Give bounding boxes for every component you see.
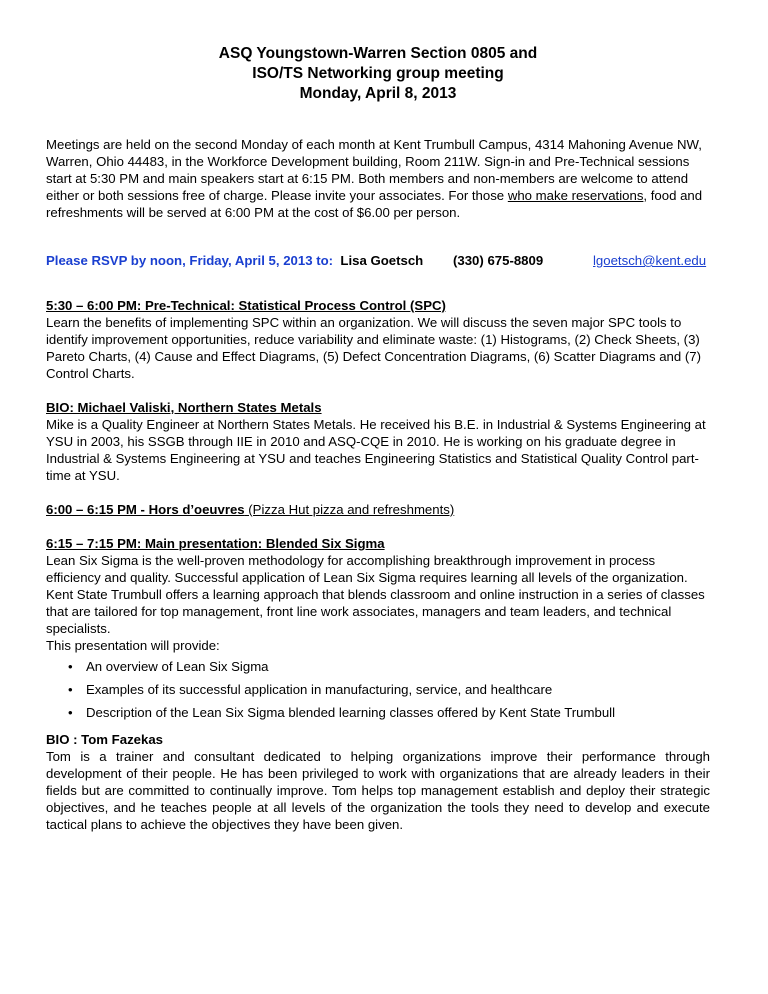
rsvp-phone: (330) 675-8809 xyxy=(453,253,544,268)
title-line-1: ASQ Youngstown-Warren Section 0805 and xyxy=(218,45,538,62)
pre-technical-section xyxy=(46,297,710,382)
main-heading: 6:15 – 7:15 PM: Main presentation: Blended Six Sigma xyxy=(46,536,385,551)
main-body: Lean Six Sigma is the well-proven methodology for accomplishing breakthrough improvement in process efficiency and quality. Successful application of Lean Six Sigma requires learning all levels of the organization. Kent State Trumbull offers a learning approach that blends classroom and online instruction in a series of classes that are tailored for top management, front line work associates, managers and team leaders, and technical specialists. xyxy=(46,553,705,636)
bullet-icon: • xyxy=(68,705,73,720)
hors-section xyxy=(46,501,710,518)
hors-line xyxy=(46,502,454,517)
main-provide: This presentation will provide: xyxy=(46,638,220,653)
pre-technical-body: Learn the benefits of implementing SPC within an organization. We will discuss the seven major SPC tools to identify improvement opportunities, reduce variability and eliminate waste: (1) Histograms, (2) Check Sheets, (3) Pareto Charts, (4) Cause and Effect Diagrams, (5) Defect Concentration Diagrams, (6) Scatter Diagrams and (7) Control Charts. xyxy=(46,315,701,381)
intro-text-before: Meetings are held on the second Monday of each month at Kent Trumbull Campus, 4314 Mahoning Avenue NW, Warren, Ohio 44483, in the Workforce Development building, Room 211W. Sign-in and Pre-Technical sessions start at 5:30 PM and main speakers start at 6:15 PM. Both members and non-members are welcome to attend either or both sessions free of charge. Please invite your associates. For those xyxy=(46,137,702,203)
main-bullet-list xyxy=(46,658,710,721)
bio1-section xyxy=(46,399,710,484)
bio2-section xyxy=(46,731,710,833)
rsvp-email-link[interactable]: lgoetsch@kent.edu xyxy=(593,253,707,268)
bullet-icon: • xyxy=(68,682,73,697)
rsvp-label: Please RSVP by noon, Friday, April 5, 2013 to xyxy=(46,253,329,268)
list-item: • Examples of its successful application in manufacturing, service, and healthcare xyxy=(68,682,553,697)
bullet-icon: • xyxy=(68,659,73,674)
intro-text-after: , food and refreshments will be served at 6:00 PM at the cost of $6.00 per person. xyxy=(46,188,703,220)
title-line-2: ISO/TS Networking group meeting xyxy=(252,65,504,82)
rsvp-contact-name: Lisa Goetsch xyxy=(340,253,424,268)
bio2-body: Tom is a trainer and consultant dedicated to helping organizations improve their performance through development of their people. He has been privileged to work with organizations that are already leaders in their fields but are committed to continually improve. Tom helps top management establish and deploy their strategic objectives, and he teaches people at all levels of the organization the tools they need to develop and execute tactical plans to achieve the objectives they have been given. xyxy=(46,749,710,832)
intro-underlined-text: who make reservations xyxy=(507,188,644,203)
page-title xyxy=(46,44,710,104)
bio2-heading: BIO : Tom Fazekas xyxy=(46,732,164,747)
list-item: • An overview of Lean Six Sigma xyxy=(68,659,269,674)
hors-heading: 6:00 – 6:15 PM - Hors d’oeuvres xyxy=(46,502,245,517)
bio1-heading: BIO: Michael Valiski, Northern States Metals xyxy=(46,400,322,415)
rsvp-line xyxy=(46,252,710,270)
intro-paragraph xyxy=(46,136,710,221)
list-item: • Description of the Lean Six Sigma blended learning classes offered by Kent State Trumbull xyxy=(68,705,616,720)
rsvp-colon: : xyxy=(328,253,334,268)
hors-detail: (Pizza Hut pizza and refreshments) xyxy=(244,502,455,517)
bio1-body: Mike is a Quality Engineer at Northern States Metals. He received his B.E. in Industrial & Systems Engineering at YSU in 2003, his SSGB through IIE in 2010 and ASQ-CQE in 2010. He is working on his graduate degree in Industrial & Systems Engineering at YSU and teaches Engineering Statistics and Statistical Quality Control part-time at YSU. xyxy=(46,417,706,483)
main-section xyxy=(46,535,710,721)
pre-technical-heading: 5:30 – 6:00 PM: Pre-Technical: Statistical Process Control (SPC) xyxy=(46,298,446,313)
title-line-3: Monday, April 8, 2013 xyxy=(299,85,457,102)
